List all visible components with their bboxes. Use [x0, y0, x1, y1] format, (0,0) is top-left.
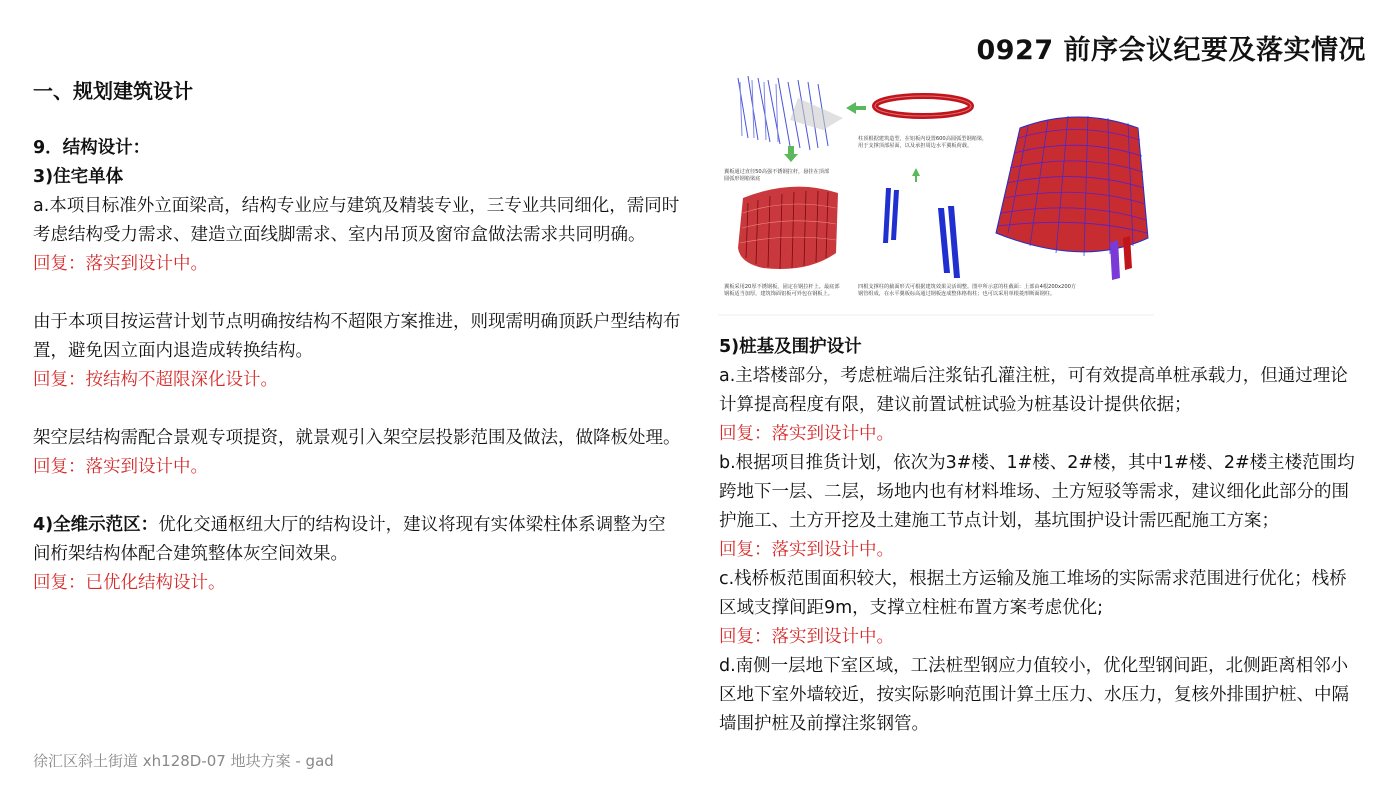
structure-diagram — [718, 68, 1154, 316]
ring-beam-illustration — [875, 96, 971, 116]
steel-rods-illustration — [738, 76, 843, 150]
paragraph-4-label: 4)全维示范区： — [33, 515, 159, 535]
caption-columns: 四根支撑柱的截面形式可根据建筑效果灵活调整。图中所示意的柱截面：上部由4根200x200方钢管组成，在水平翼板标高通过钢板连成整体格构柱；也可以采用单根菱形断面钢柱。 — [858, 284, 1077, 297]
caption-ring-beam: 柱顶根据建筑造型，在铝板内设置600高圆弧型钢箱梁，用于支撑顶部屋面，以及承担周边水平翼板荷载。 — [858, 136, 988, 149]
structure-diagram-svg — [718, 68, 1154, 316]
paragraph-3: 架空层结构需配合景观专项提资，就景观引入架空层投影范围及做法，做降板处理。 — [33, 428, 681, 448]
item-b: b.根据项目推货计划，依次为3#楼、1#楼、2#楼，其中1#楼、2#楼主楼范围均跨地下一层、二层，场地内也有材料堆场、土方短驳等需求，建议细化此部分的围护施工、土方开挖及土建施工节点计划，基坑围护设计需匹配施工方案； — [719, 453, 1355, 531]
paragraph-4 — [33, 511, 683, 569]
footer-text: 徐汇区斜土街道 xh128D-07 地块方案 - gad — [33, 752, 334, 770]
item-d: d.南侧一层地下室区域，工法桩型钢应力值较小，优化型钢间距，北侧距离相邻小区地下室外墙较近，按实际影响范围计算土压力、水压力，复核外排围护桩、中隔墙围护桩及前撑注浆钢管。 — [719, 656, 1349, 734]
item-c: c.栈桥板范围面积较大，根据土方运输及施工堆场的实际需求范围进行优化；栈桥区域支撑间距9m，支撑立柱桩布置方案考虑优化; — [719, 569, 1347, 618]
reply-c: 回复：落实到设计中。 — [719, 627, 894, 647]
reply-a: 回复：落实到设计中。 — [719, 424, 894, 444]
subheading-structure: 9．结构设计： — [33, 138, 151, 158]
section-heading: 一、规划建筑设计 — [33, 79, 193, 103]
paragraph-2: 由于本项目按运营计划节点明确按结构不超限方案推进，则现需明确顶跃户型结构布置，避免因立面内退造成转换结构。 — [33, 312, 681, 361]
item-a: a.主塔楼部分，考虑桩端后注浆钻孔灌注桩，可有效提高单桩承载力，但通过理论计算提高程度有限，建议前置试桩试验为桩基设计提供依据； — [719, 366, 1348, 415]
reply-b: 回复：落实到设计中。 — [719, 540, 894, 560]
reply-2: 回复：按结构不超限深化设计。 — [33, 370, 278, 390]
left-column — [33, 76, 683, 598]
column-illustration — [883, 188, 960, 278]
right-column — [719, 333, 1359, 739]
pile-foundation-heading: 5)桩基及围护设计 — [719, 337, 862, 357]
reply-4: 回复：已优化结构设计。 — [33, 573, 226, 593]
page-title: 0927 前序会议纪要及落实情况 — [976, 35, 1366, 66]
paragraph-4-text: 优化交通枢纽大厅的结构设计，建议将现有实体梁柱体系调整为空间桁架结构体配合建筑整体灰空间效果。 — [33, 515, 666, 564]
reply-1: 回复：落实到设计中。 — [33, 254, 208, 274]
paragraph-a: a.本项目标准外立面梁高，结构专业应与建筑及精装专业，三专业共同细化，需同时考虑结构受力需求、建造立面线脚需求、室内吊顶及窗帘盒做法需求共同明确。 — [33, 196, 680, 245]
subheading-residential: 3)住宅单体 — [33, 167, 124, 187]
tower-canopy-illustration — [996, 116, 1148, 280]
caption-wing-plate: 翼板采用20厚不锈钢板，固定在钢拉杆上。最底部钢板适当加厚，建筑饰面铝板可外包在钢板上。 — [724, 284, 840, 297]
caption-rods: 翼板通过直径50高强不锈钢拉杆，悬挂在顶部圆弧形钢箱梁底 — [724, 169, 830, 182]
wing-plate-illustration — [738, 187, 838, 269]
reply-3: 回复：落实到设计中。 — [33, 457, 208, 477]
